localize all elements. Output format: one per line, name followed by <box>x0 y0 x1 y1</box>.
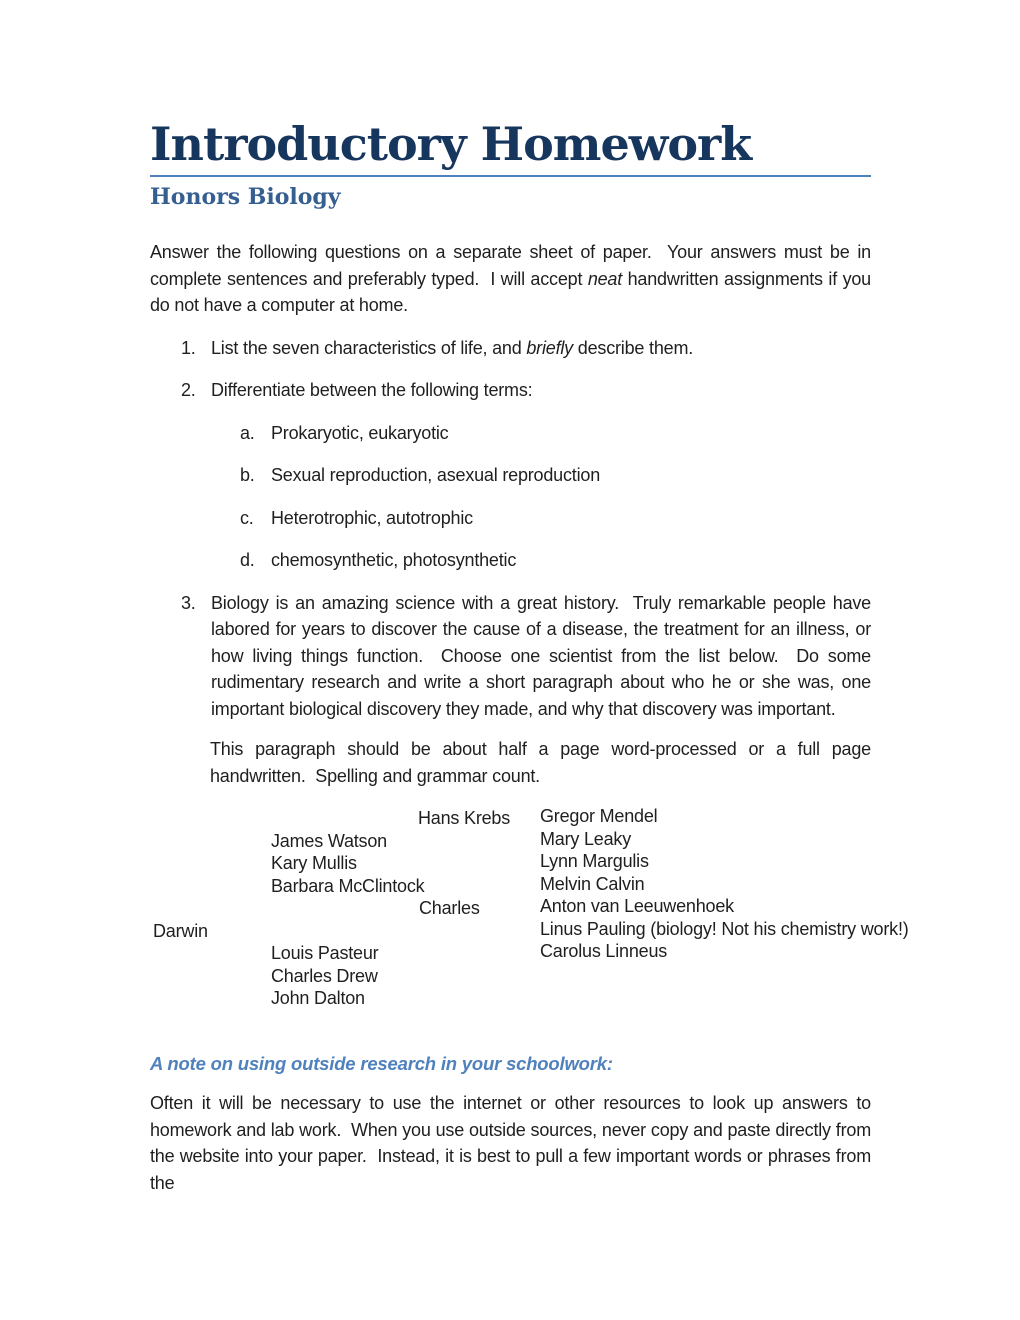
scientist-name: Kary Mullis <box>271 853 357 873</box>
subitem-letter: d. <box>240 550 255 570</box>
subitem-b <box>150 462 871 489</box>
note-heading: A note on using outside research in your schoolwork: <box>150 1053 613 1074</box>
subitem-text: Prokaryotic, eukaryotic <box>271 422 449 443</box>
scientist-name: Linus Pauling (biology! Not his chemistry work!) <box>540 918 909 939</box>
scientist-list-right-column <box>540 805 909 963</box>
scientist-name: Charles <box>419 898 480 918</box>
intro-paragraph: Answer the following questions on a separate sheet of paper. Your answers must be in complete sentences and preferably typed. I will accept neat handwritten assignments if you do not have a computer at home. <box>150 242 871 315</box>
scientist-name: Charles Drew <box>271 965 378 986</box>
scientist-name: Anton van Leeuwenhoek <box>540 896 734 916</box>
subitem-letter: c. <box>240 507 254 528</box>
subitem-letter: a. <box>240 422 255 443</box>
scientist-name: John Dalton <box>271 988 365 1008</box>
scientist-list <box>150 806 909 1011</box>
question-text: Biology is an amazing science with a great history. Truly remarkable people have labored for years to discover the cause of a disease, the treatment for an illness, or how living things function. Choose one scientist from the list below. Do some rudimentary research and write a short paragraph about who he or she was, one important biological discovery they made, and why that discovery was important. <box>211 592 871 719</box>
subitem-text: Sexual reproduction, asexual reproduction <box>271 465 601 485</box>
page-subtitle: Honors Biology <box>150 184 341 210</box>
scientist-name: Hans Krebs <box>418 808 511 828</box>
note-paragraph: Often it will be necessary to use the internet or other resources to look up answers to homework and lab work. When you use outside sources, never copy and paste directly from the website into your paper. Instead, it is best to pull a few important words or phrases from the <box>150 1093 871 1193</box>
subitem-letter: b. <box>240 465 255 485</box>
question-item-1 <box>150 335 871 362</box>
question-number: 1. <box>181 337 196 358</box>
question-item-2 <box>150 377 871 404</box>
question-3-continuation: This paragraph should be about half a page word-processed or a full page handwritten. Spelling and grammar count. <box>210 739 871 786</box>
scientist-name: Darwin <box>153 920 208 941</box>
scientist-name: Mary Leaky <box>540 828 632 849</box>
question-item-3 <box>150 590 871 723</box>
subitem-d <box>150 547 871 574</box>
question-text: Differentiate between the following terms: <box>211 380 533 400</box>
question-text: List the seven characteristics of life, and briefly describe them. <box>211 337 694 358</box>
page-title: Introductory Homework <box>150 120 871 177</box>
scientist-name: James Watson <box>271 830 387 851</box>
scientist-name: Carolus Linneus <box>540 941 668 961</box>
scientist-name: Louis Pasteur <box>271 943 379 963</box>
subitem-a <box>150 420 871 447</box>
scientist-name: Melvin Calvin <box>540 873 645 894</box>
subitem-text: chemosynthetic, photosynthetic <box>271 550 517 570</box>
scientist-name: Lynn Margulis <box>540 851 649 871</box>
scientist-name: Gregor Mendel <box>540 806 658 826</box>
question-number: 3. <box>181 592 196 613</box>
scientist-name: Barbara McClintock <box>271 875 425 896</box>
subitem-c <box>150 505 871 532</box>
question-number: 2. <box>181 380 196 400</box>
subitem-text: Heterotrophic, autotrophic <box>271 507 473 528</box>
